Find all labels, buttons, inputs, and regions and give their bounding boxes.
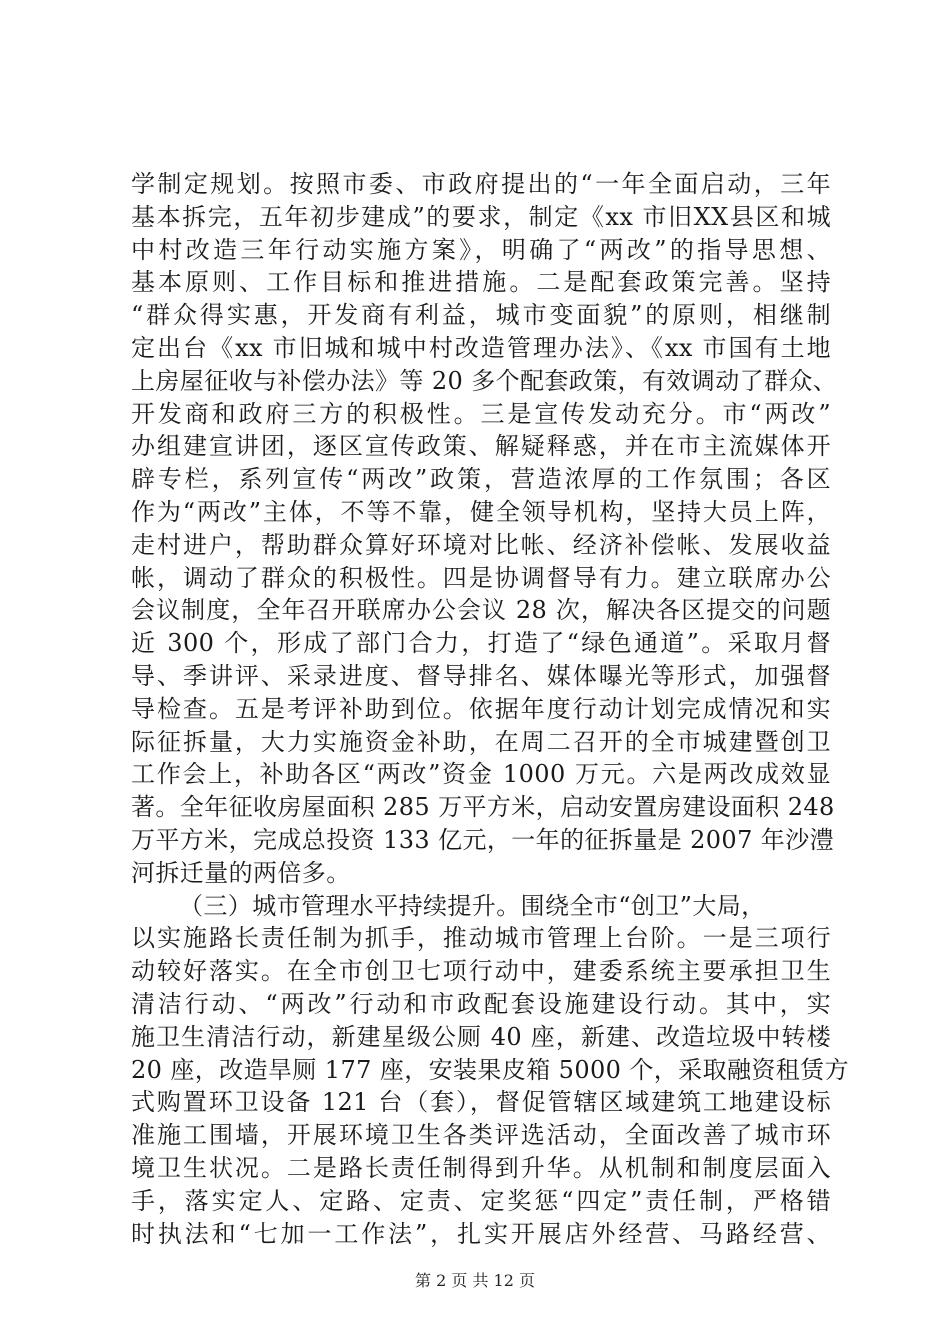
text-line: 导、季讲评、采录进度、督导排名、媒体曝光等形式，加强督 [131,661,831,690]
text-line: 近 300 个，形成了部门合力，打造了“绿色通道”。采取月督 [131,629,831,658]
text-line: 清洁行动、“两改”行动和市政配套设施建设行动。其中，实 [131,989,831,1018]
text-line: 20 座，改造旱厕 177 座，安装果皮箱 5000 个，采取融资租赁方 [131,1055,849,1084]
text-line: 中村改造三年行动实施方案》，明确了“两改”的指导思想、 [131,235,831,264]
text-line: 施卫生清洁行动，新建星级公厕 40 座，新建、改造垃圾中转楼 [131,1022,831,1051]
text-line: 式购置环卫设备 121 台（套），督促管辖区域建筑工地建设标 [131,1088,831,1117]
text-line: “群众得实惠，开发商有利益，城市变面貌”的原则，相继制 [131,301,831,330]
text-line: 走村进户，帮助群众算好环境对比帐、经济补偿帐、发展收益 [131,530,831,559]
text-line: 会议制度，全年召开联席办公会议 28 次，解决各区提交的问题 [131,596,831,625]
text-line: 时执法和“七加一工作法”，扎实开展店外经营、马路经营、 [131,1219,831,1248]
text-line: 动较好落实。在全市创卫七项行动中，建委系统主要承担卫生 [131,957,831,986]
text-line: 著。全年征收房屋面积 285 万平方米，启动安置房建设面积 248 [131,793,835,822]
text-line: 际征拆量，大力实施资金补助，在周二召开的全市城建暨创卫 [131,727,831,756]
text-line: 基本拆完，五年初步建成”的要求，制定《xx 市旧XX县区和城 [131,202,831,231]
text-line: 手，落实定人、定路、定责、定奖惩“四定”责任制，严格错 [131,1186,831,1215]
text-line: 基本原则、工作目标和推进措施。二是配套政策完善。坚持 [131,268,831,297]
text-line: 帐，调动了群众的积极性。四是协调督导有力。建立联席办公 [131,563,831,592]
text-line: 准施工围墙，开展环境卫生各类评选活动，全面改善了城市环 [131,1121,831,1150]
text-line: 万平方米，完成总投资 133 亿元，一年的征拆量是 2007 年沙澧 [131,825,835,854]
body-text [131,168,849,1250]
text-line: 境卫生状况。二是路长责任制得到升华。从机制和制度层面入 [131,1153,831,1182]
text-line: 工作会上，补助各区“两改”资金 1000 万元。六是两改成效显 [131,760,831,789]
text-line: 上房屋征收与补偿办法》等 20 多个配套政策，有效调动了群众、 [131,366,838,395]
text-line: 学制定规划。按照市委、市政府提出的“一年全面启动，三年 [131,170,831,198]
text-line: 开发商和政府三方的积极性。三是宣传发动充分。市“两改” [131,399,831,428]
text-line: 作为“两改”主体，不等不靠，健全领导机构，坚持大员上阵， [131,497,831,526]
text-line: 辟专栏，系列宣传“两改”政策，营造浓厚的工作氛围；各区 [131,465,831,494]
text-line: 河拆迁量的两倍多。 [131,858,351,887]
text-line: 定出台《xx 市旧城和城中村改造管理办法》、《xx 市国有土地 [131,333,831,362]
text-line: （三）城市管理水平持续提升。围绕全市“创卫”大局， [179,891,766,920]
text-line: 以实施路长责任制为抓手，推动城市管理上台阶。一是三项行 [131,924,831,953]
page-footer: 第 2 页 共 12 页 [415,1271,535,1290]
text-line: 导检查。五是考评补助到位。依据年度行动计划完成情况和实 [131,694,831,723]
text-line: 办组建宣讲团，逐区宣传政策、解疑释惑，并在市主流媒体开 [131,432,831,461]
